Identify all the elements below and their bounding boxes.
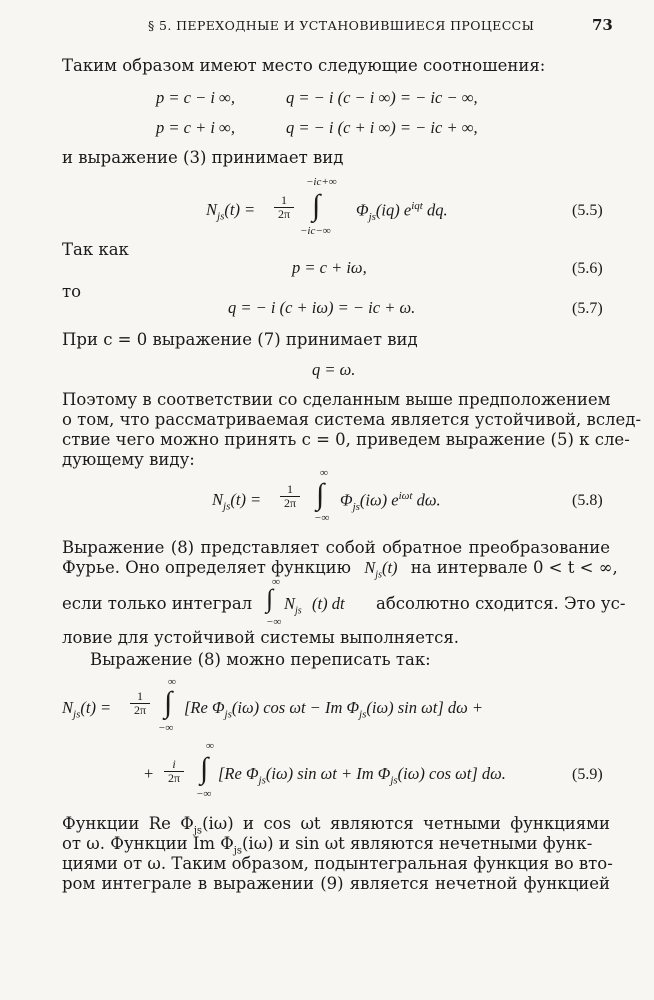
eq58-dw: dω. — [412, 490, 441, 510]
to-word: то — [62, 282, 82, 301]
para2-line3b: (t) dt — [312, 594, 345, 613]
eq59a-fraction — [130, 690, 150, 717]
eq58-fraction — [280, 483, 300, 510]
inline-int-upper: ∞ — [272, 576, 280, 588]
para1-line1: Поэтому в соответствии со сделанным выше предположением — [62, 390, 611, 409]
eq55-frac-num: 1 — [274, 194, 294, 208]
eq59b-upper-limit: ∞ — [206, 740, 214, 752]
para2-line4: ловие для устойчивой системы выполняется. — [62, 628, 459, 647]
eq55-number: (5.5) — [572, 202, 603, 219]
para4-line1: Функции Re $\Phi_{js}(i\omega)$ и cos ωt являются четными функциями — [62, 814, 611, 837]
eq57: q = − i (c + iω) = − ic + ω. — [228, 298, 416, 317]
integral-sign: ∫ — [266, 584, 274, 613]
eq58-frac-den: 2π — [283, 496, 297, 510]
integral-sign: ∫ — [316, 478, 325, 511]
para4-line2a: от ω. Функции Im Φ — [62, 834, 234, 853]
para2-line2a: Фурье. Оно определяет функцию — [62, 558, 352, 577]
eq59a-frac-num: 1 — [130, 690, 150, 704]
para4-line2: от ω. Функции Im $\Phi_{js}(i\omega)$ и sin ωt являются нечетными функ- — [62, 834, 593, 857]
eq55-body-sub: js — [368, 210, 376, 223]
para1-line2: о том, что рассматриваемая система является устойчивой, вслед- — [62, 410, 642, 429]
para2-line2b: на интервале 0 < t < ∞, — [410, 558, 618, 577]
eq55-t: (t) = — [224, 200, 256, 219]
eq58-body-rest: (iω) e — [359, 490, 399, 510]
expr3-line: и выражение (3) принимает вид — [62, 148, 344, 167]
integral-sign: ∫ — [200, 752, 209, 785]
eq-a-right: q = − i (c − i ∞) = − ic − ∞, — [286, 88, 478, 107]
para2-line1: Выражение (8) представляет собой обратное преобразование — [62, 538, 610, 557]
inline-int-lower: −∞ — [266, 616, 282, 628]
eq58-phi: Φ — [340, 490, 353, 510]
eq59b-body3: (iω) cos ωt] dω. — [397, 764, 506, 783]
para4-line3: циями от ω. Таким образом, подынтегральная функция во вто- — [62, 854, 613, 873]
eq59a-frac-den: 2π — [133, 703, 147, 717]
eq58-exp: iωt — [398, 490, 413, 502]
eq58-number: (5.8) — [572, 492, 603, 509]
eq59b-frac-den: 2π — [167, 771, 181, 785]
eq55-fraction — [274, 194, 294, 221]
eq58-t: (t) = — [230, 490, 262, 509]
eq55-frac-den: 2π — [277, 207, 291, 221]
integral-sign: ∫ — [312, 189, 321, 222]
para1-line4: дующему виду: — [62, 450, 195, 469]
page-number: 73 — [592, 16, 613, 34]
inline-njs: $N_{js}$ — [284, 594, 302, 617]
eq59b-plus: + — [144, 764, 154, 783]
eq55-lhs: N — [206, 200, 218, 219]
tak-kak: Так как — [62, 240, 129, 259]
eq58-upper-limit: ∞ — [320, 467, 328, 479]
para4-line1a: Функции Re Φ — [62, 814, 194, 833]
eq59b-body2: (iω) sin ωt + Im Φ — [265, 764, 391, 783]
eq59b-frac-num: i — [164, 758, 184, 772]
njs-inline: $N_{js}(t)$ — [364, 558, 398, 581]
eq59a-body2: (iω) cos ωt − Im Φ — [231, 698, 360, 717]
eq59a-upper-limit: ∞ — [168, 676, 176, 688]
eq56-number: (5.6) — [572, 260, 603, 277]
eq59a-body3: (iω) sin ωt] dω + — [366, 698, 484, 717]
para2-line3a: если только интеграл — [62, 594, 253, 613]
para3: Выражение (8) можно переписать так: — [90, 650, 431, 669]
eq55-sub: js — [217, 210, 225, 223]
pri-line: При c = 0 выражение (7) принимает вид — [62, 330, 418, 349]
eq59b-body1: [Re Φ — [218, 764, 259, 783]
eq58-frac-num: 1 — [280, 483, 300, 497]
eq-b-right: q = − i (c + i ∞) = − ic + ∞, — [286, 118, 478, 137]
eq57-number: (5.7) — [572, 300, 603, 317]
eq55-dq: dq. — [422, 200, 448, 220]
eq58-phi-sub: js — [352, 500, 360, 513]
eq58-sub: js — [223, 500, 231, 513]
para2-line2 — [62, 558, 618, 585]
eq58-lower-limit: −∞ — [314, 512, 330, 524]
para1-line3: ствие чего можно принять c = 0, приведем выражение (5) к сле- — [62, 430, 630, 449]
para4-line4: ром интеграле в выражении (9) является нечетной функцией — [62, 874, 610, 893]
integral-sign: ∫ — [164, 686, 173, 719]
para4-line1b: (iω) и cos ωt являются четными функциями — [202, 814, 611, 833]
eq55-body-rest: (iq) e — [375, 200, 412, 220]
eq59a-lower-limit: −∞ — [158, 722, 174, 734]
eq55-exp: iqt — [411, 200, 423, 212]
eq59b-fraction — [164, 758, 184, 785]
eq55-upper-limit: −ic+∞ — [306, 176, 337, 188]
q-equals-omega: q = ω. — [312, 360, 356, 379]
para4-line2b: (iω) и sin ωt являются нечетными функ- — [242, 834, 593, 853]
eq59b-lower-limit: −∞ — [196, 788, 212, 800]
book-page: § 5. ПЕРЕХОДНЫЕ И УСТАНОВИВШИЕСЯ ПРОЦЕССЫ 73 Таким образом имеют место следующие соотношения: p = c − i ∞, q = − i (c − i ∞) = − ic − ∞, p = c + i ∞, q = − i (c + i ∞) = − ic + ∞, и выражение (3) принимает вид $N_{js}(t)$ = $\frac{1}{2\pi}$ −ic+∞ ∫ −ic−∞ $\Phi_{js}(iq)$ $e^{iqt}$ dq. (5.5) Так как p = c + iω, (5.6) то q = − i (c + iω) = − ic + ω. (5.7) При c = 0 выражение (7) принимает вид q = ω. Поэтому в соответствии со сделанным выше предположением о том, что рассматриваемая система является устойчивой, вслед- ствие чего можно принять c = 0, приведем выражение (5) к сле- дующему виду: $N_{js}(t)$ = $\frac{1}{2\pi}$ ∞ ∫ −∞ $\Phi_{js}(i\omega)$ $e^{i\omega t}$ dω. (5.8) Выражение (8) представляет собой обратное преобразование Фурье. Оно определяет функцию $N_{js}(t)$ на интервале 0 < t < ∞, если только интеграл ∞ ∫ −∞ $N_{js}$ (t) dt абсолютно сходится. Это ус- ловие для устойчивой системы выполняется. Выражение (8) можно переписать так: $N_{js}(t)$ = $\frac{1}{2\pi}$ ∞ ∫ −∞ [Re $\Phi_{js}(i\omega)$ cos ωt − Im $\Phi_{js}(i\omega)$ sin ωt] dω + + $\frac{i}{2\pi}$ ∞ ∫ −∞ [Re $\Phi_{js}(i\omega)$ sin ωt + Im $\Phi_{js}(i\omega)$ cos ωt] dω. (5.9) Функции Re $\Phi_{js}(i\omega)$ и cos ωt являются четными функциями от ω. Функции Im $\Phi_{js}(i\omega)$ и sin ωt являются нечетными функ- циями от ω. Таким образом, подынтегральная функция во вто- ром интеграле в выражении (9) является нечетной функцией — [62, 16, 642, 893]
intro-line: Таким образом имеют место следующие соотношения: — [62, 56, 546, 75]
eq55-body: Φ — [356, 200, 369, 220]
running-title: § 5. ПЕРЕХОДНЫЕ И УСТАНОВИВШИЕСЯ ПРОЦЕССЫ — [148, 18, 535, 33]
eq-b-left: p = c + i ∞, — [156, 118, 235, 137]
eq55-lower-limit: −ic−∞ — [300, 225, 331, 237]
eq59a-body1: [Re Φ — [184, 698, 225, 717]
eq56: p = c + iω, — [292, 258, 367, 277]
para2-line3c: абсолютно сходится. Это ус- — [376, 594, 626, 613]
eq-a-left: p = c − i ∞, — [156, 88, 235, 107]
eq59-number: (5.9) — [572, 766, 603, 783]
eq58-lhs: N — [212, 490, 224, 509]
